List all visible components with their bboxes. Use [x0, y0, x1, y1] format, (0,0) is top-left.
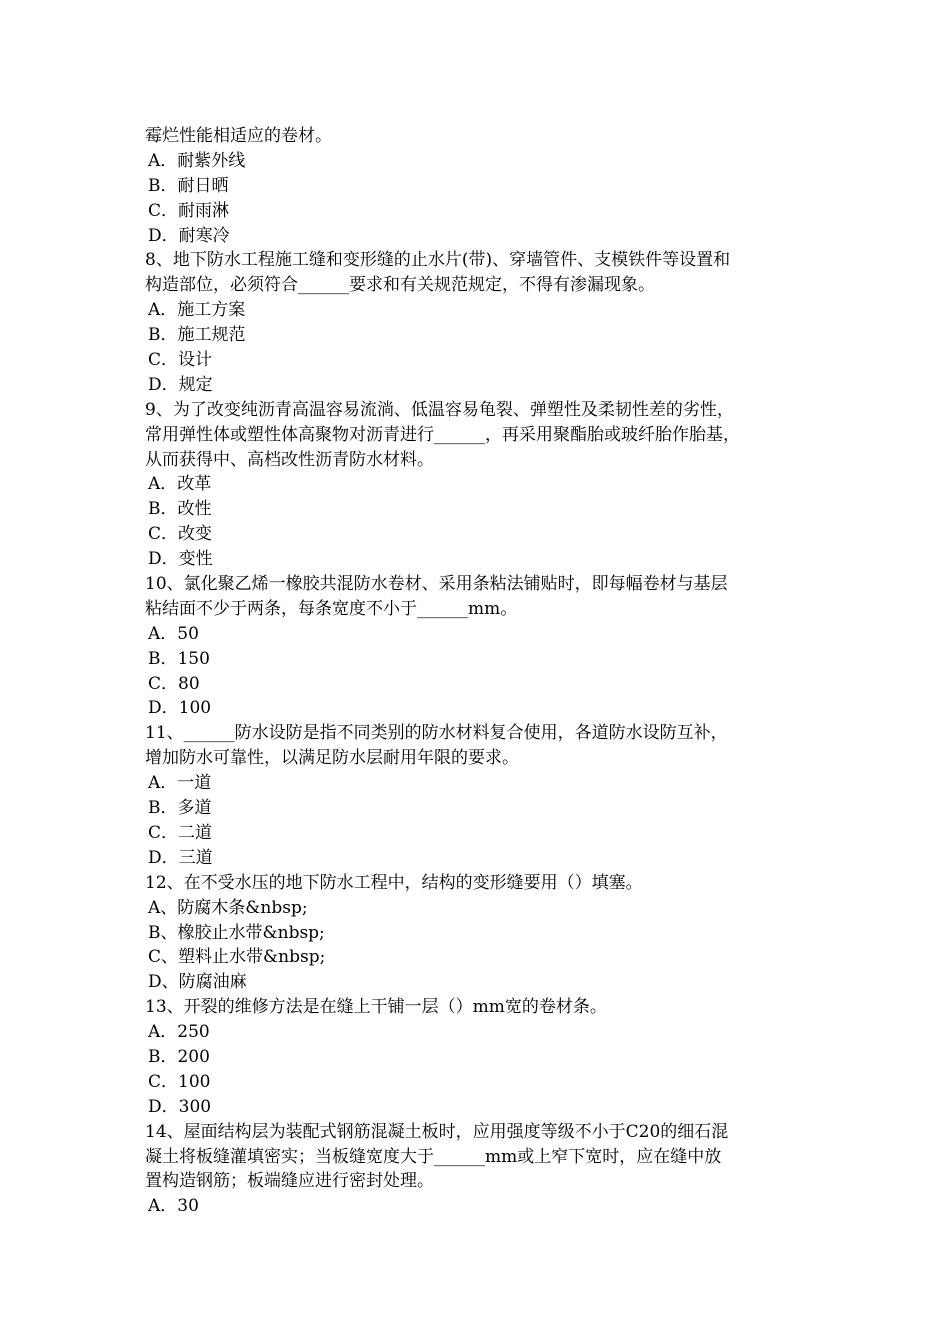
- answer-option: B．多道: [148, 798, 212, 819]
- question-text-line: 置构造钢筋；板端缝应进行密封处理。: [145, 1171, 434, 1192]
- answer-option: B．150: [148, 648, 210, 669]
- question-text-line: 8、地下防水工程施工缝和变形缝的止水片(带)、穿墙管件、支模铁件等设置和: [145, 250, 731, 271]
- answer-option: A．耐紫外线: [148, 150, 246, 171]
- question-text-line: 从而获得中、高档改性沥青防水材料。: [145, 449, 434, 470]
- answer-option: B．200: [148, 1046, 210, 1067]
- answer-option: C．100: [148, 1071, 211, 1092]
- answer-option: C．设计: [148, 350, 213, 371]
- answer-option: B．耐日晒: [148, 175, 229, 196]
- question-text-line: 构造部位，必须符合______要求和有关规范规定，不得有渗漏现象。: [145, 275, 655, 296]
- answer-option: D．三道: [148, 847, 213, 868]
- answer-option: D．100: [148, 698, 212, 719]
- question-text-line: 10、氯化聚乙烯一橡胶共混防水卷材、采用条粘法铺贴时，即每幅卷材与基层: [145, 574, 728, 595]
- question-text-line: 14、屋面结构层为装配式钢筋混凝土板时，应用强度等级不小于C20的细石混: [145, 1121, 729, 1142]
- answer-option: A．施工方案: [148, 300, 246, 321]
- question-text-line: 粘结面不少于两条，每条宽度不小于______mm。: [145, 598, 518, 619]
- answer-option: D．变性: [148, 549, 213, 570]
- answer-option: B．施工规范: [148, 325, 246, 346]
- answer-option: B、橡胶止水带&nbsp;: [148, 922, 325, 943]
- answer-option: C、塑料止水带&nbsp;: [148, 947, 326, 968]
- answer-option: C．改变: [148, 524, 213, 545]
- question-text-line: 霉烂性能相适应的卷材。: [145, 126, 332, 146]
- answer-option: A．250: [148, 1022, 210, 1043]
- question-text-line: 增加防水可靠性，以满足防水层耐用年限的要求。: [145, 748, 519, 769]
- question-text-line: 11、______防水设防是指不同类别的防水材料复合使用，各道防水设防互补，: [145, 723, 728, 744]
- question-text-line: 常用弹性体或塑性体高聚物对沥青进行______，再采用聚酯胎或玻纤胎作胎基，: [145, 424, 740, 445]
- answer-option: D．规定: [148, 374, 213, 395]
- answer-option: D．300: [148, 1096, 212, 1117]
- answer-option: A．50: [148, 623, 199, 644]
- answer-option: A．改革: [148, 474, 212, 495]
- answer-option: B．改性: [148, 499, 212, 520]
- answer-option: C．80: [148, 673, 200, 694]
- document-body: [145, 124, 825, 1219]
- answer-option: C．耐雨淋: [148, 200, 230, 221]
- question-text-line: 13、开裂的维修方法是在缝上干铺一层（）mm宽的卷材条。: [145, 997, 607, 1018]
- answer-option: D．耐寒冷: [148, 225, 230, 246]
- answer-option: A．一道: [148, 773, 212, 794]
- question-text-line: 凝土将板缝灌填密实；当板缝宽度大于______mm或上窄下宽时，应在缝中放: [145, 1146, 722, 1167]
- answer-option: A、防腐木条&nbsp;: [148, 897, 308, 918]
- question-text-line: 9、为了改变纯沥青高温容易流淌、低温容易龟裂、弹塑性及柔韧性差的劣性，: [145, 399, 734, 420]
- answer-option: C．二道: [148, 822, 213, 843]
- answer-option: D、防腐油麻: [148, 972, 247, 993]
- answer-option: A．30: [148, 1196, 199, 1217]
- question-text-line: 12、在不受水压的地下防水工程中，结构的变形缝要用（）填塞。: [145, 872, 643, 893]
